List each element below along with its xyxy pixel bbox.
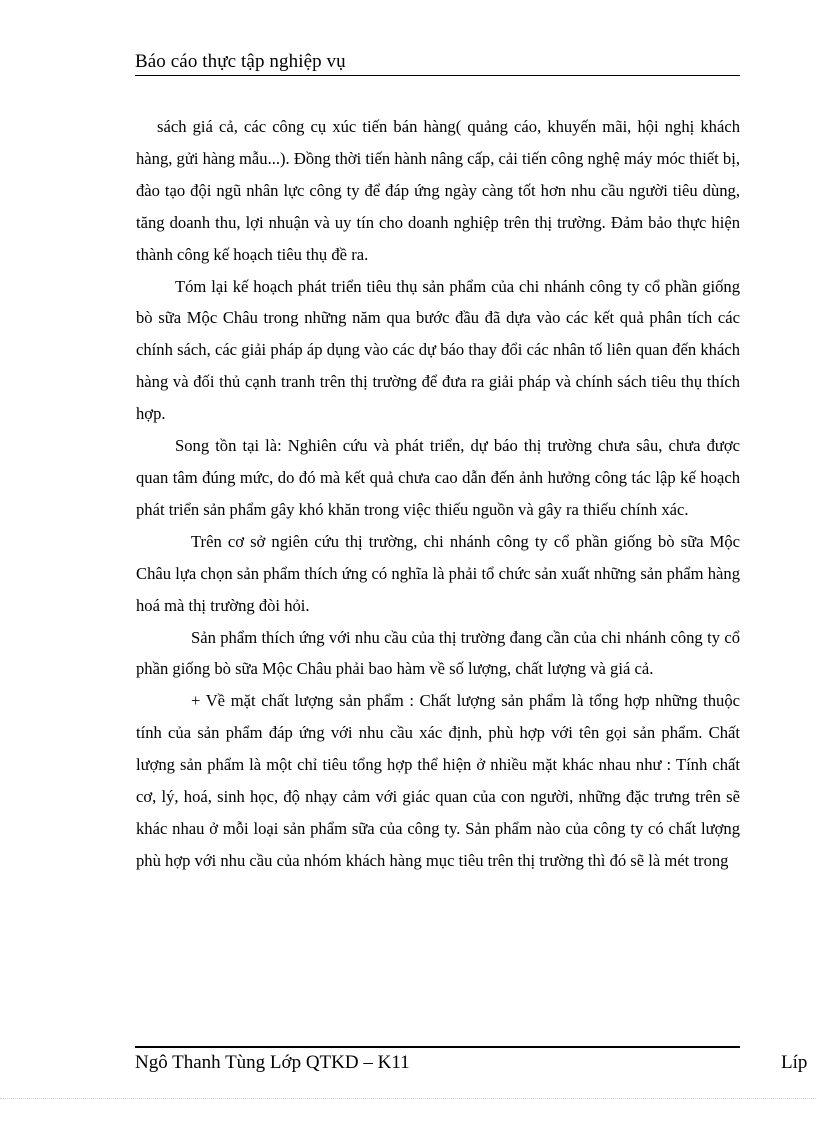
paragraph: + Về mặt chất lượng sản phẩm : Chất lượng sản phẩm là tổng hợp những thuộc tính của sản phẩm đáp ứng với nhu cầu xác định, phù hợp với tên gọi sản phẩm. Chất lượng sản phẩm là một chỉ tiêu tổng hợp thể hiện ở nhiều mặt khác nhau như : Tính chất cơ, lý, hoá, sinh học, độ nhạy cảm với giác quan của con người, những đặc trưng trên sẽ khác nhau ở mỗi loại sản phẩm sữa của công ty. Sản phẩm nào của công ty có chất lượng phù hợp với nhu cầu của nhóm khách hàng mục tiêu trên thị trường thì đó sẽ là mét trong <box>136 691 740 870</box>
paragraph: Sản phẩm thích ứng với nhu cầu của thị trường đang cần của chi nhánh công ty cổ phần giống bò sữa Mộc Châu phải bao hàm về số lượng, chất lượng và giá cả. <box>136 627 740 679</box>
footer-right: Líp <box>781 1052 808 1073</box>
footer-left: Ngô Thanh Tùng Lớp QTKD – K11 <box>135 1052 410 1073</box>
footer-rule <box>135 1046 740 1048</box>
paragraph: Trên cơ sở ngiên cứu thị trường, chi nhánh công ty cổ phần giống bò sữa Mộc Châu lựa chọn sản phẩm thích ứng có nghĩa là phải tổ chức sản xuất những sản phẩm hàng hoá mà thị trường đòi hỏi. <box>136 531 740 615</box>
paragraph: Tóm lại kế hoạch phát triển tiêu thụ sản phẩm của chi nhánh công ty cổ phần giống bò sữa Mộc Châu trong những năm qua bước đầu đã dựa vào các kết quả phân tích các chính sách, các giải pháp áp dụng vào các dự báo thay đổi các nhân tố liên quan đến khách hàng và đối thủ cạnh tranh trên thị trường để đưa ra giải pháp và chính sách tiêu thụ thích hợp. <box>136 276 740 424</box>
paragraph: Song tồn tại là: Nghiên cứu và phát triển, dự báo thị trường chưa sâu, chưa được quan tâm đúng mức, do đó mà kết quả chưa cao dẫn đến ảnh hưởng công tác lập kế hoạch phát triển sản phẩm gây khó khăn trong việc thiếu nguồn và gây ra thiếu chính xác. <box>136 436 740 519</box>
page-break-dotted-line <box>0 1098 816 1099</box>
paragraph: sách giá cả, các công cụ xúc tiến bán hàng( quảng cáo, khuyến mãi, hội nghị khách hàng, gửi hàng mẫu...). Đồng thời tiến hành nâng cấp, cải tiến công nghệ máy móc thiết bị, đào tạo đội ngũ nhân lực công ty để đáp ứng ngày càng tốt hơn nhu cầu người tiêu dùng, tăng doanh thu, lợi nhuận và uy tín cho doanh nghiệp trên thị trường. Đảm bảo thực hiện thành công kế hoạch tiêu thụ đề ra. <box>136 117 740 264</box>
document-body <box>136 111 740 877</box>
page-header <box>135 50 740 76</box>
header-title: Báo cáo thực tập nghiệp vụ <box>135 51 346 72</box>
